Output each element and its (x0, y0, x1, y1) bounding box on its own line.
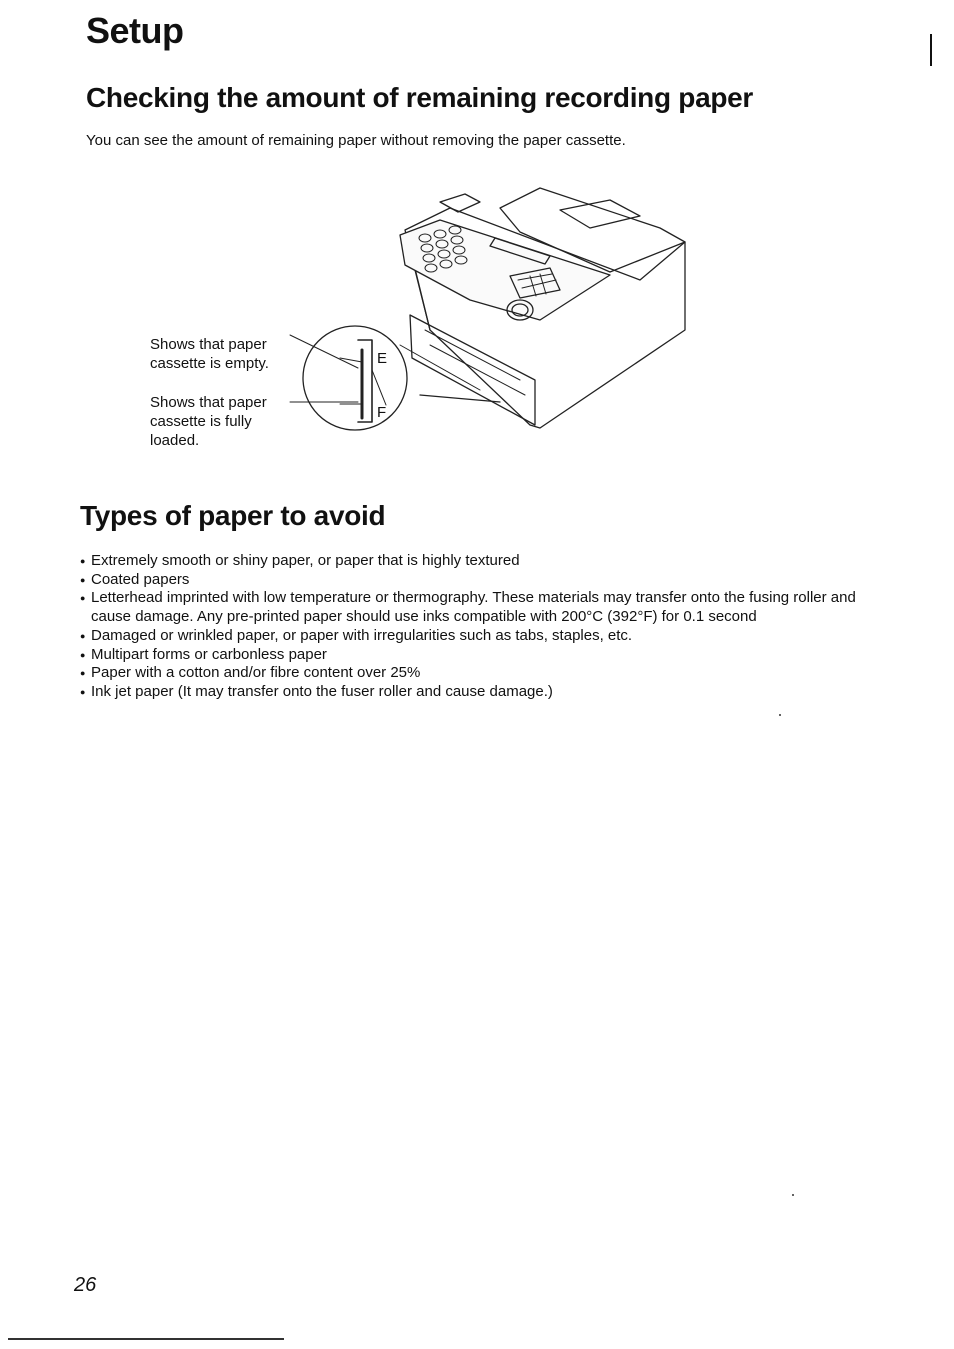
scan-speck (792, 1194, 794, 1196)
list-item: ● Paper with a cotton and/or fibre content over 25% (80, 664, 860, 683)
recording-paper-intro: You can see the amount of remaining paper without removing the paper cassette. (86, 132, 626, 149)
paper-to-avoid-list (80, 552, 860, 702)
bottom-rule (8, 1338, 284, 1340)
page-number: 26 (74, 1274, 97, 1296)
section-title: Setup (86, 10, 184, 51)
recording-paper-heading: Checking the amount of remaining recording paper (86, 82, 754, 113)
indicator-empty-label: E (377, 350, 388, 367)
scan-speck (779, 714, 781, 716)
list-item: ● Damaged or wrinkled paper, or paper with irregularities such as tabs, staples, etc. (80, 627, 860, 646)
list-item: ● Letterhead imprinted with low temperature or thermography. These materials may transfer onto the fusing roller and cause damage. Any pre-printed paper should use inks compatible with 200°C (392°F) for 0.1 second (80, 589, 860, 626)
list-item: ● Ink jet paper (It may transfer onto the fuser roller and cause damage.) (80, 683, 860, 702)
list-item: ● Coated papers (80, 571, 860, 590)
list-item: ● Extremely smooth or shiny paper, or paper that is highly textured (80, 552, 860, 571)
indicator-full-label: F (377, 404, 387, 421)
caption-cassette-full: Shows that paper cassette is fully loaded. (150, 394, 267, 449)
caption-cassette-empty: Shows that paper cassette is empty. (150, 336, 269, 372)
paper-to-avoid-heading: Types of paper to avoid (80, 500, 386, 531)
margin-marker (930, 34, 932, 66)
list-item: ● Multipart forms or carbonless paper (80, 646, 860, 665)
